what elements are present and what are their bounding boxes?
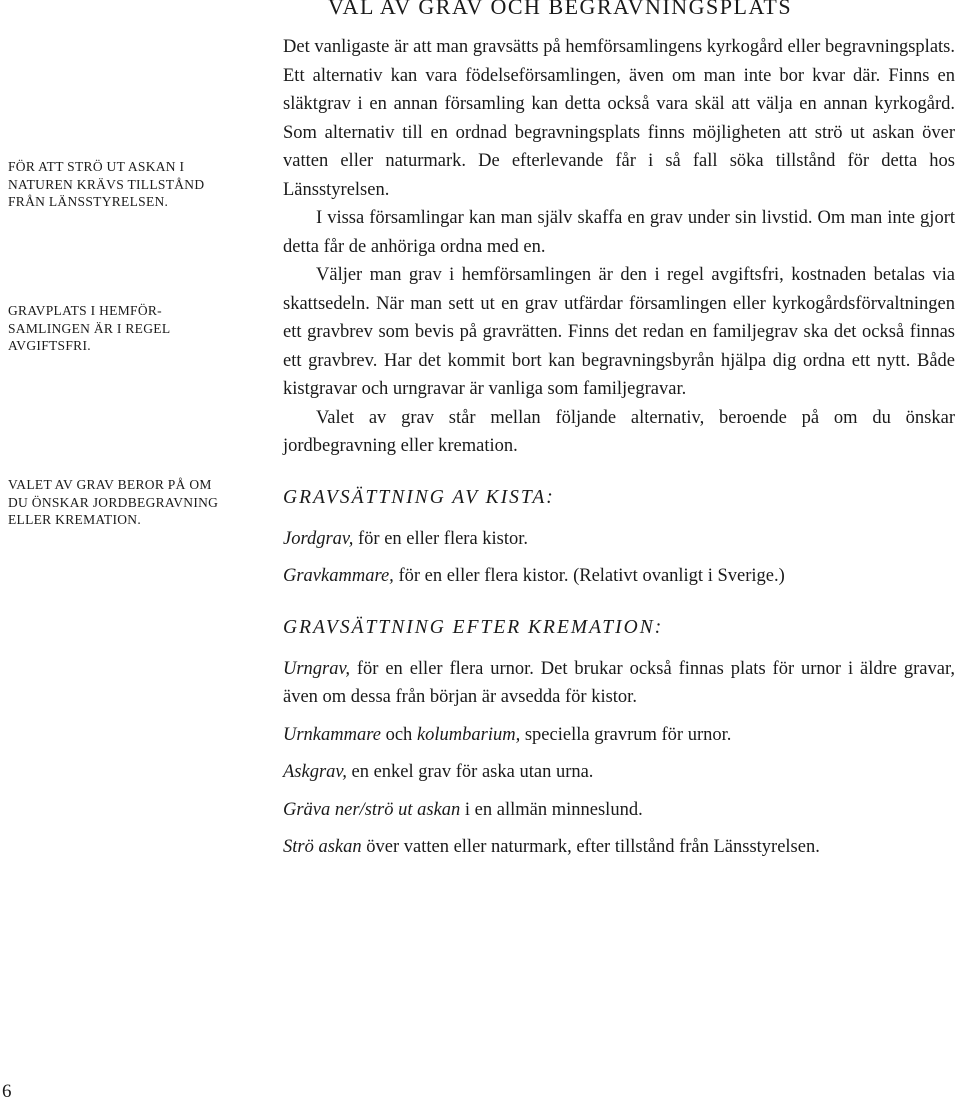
item-text: för en eller flera kistor. [353, 528, 529, 549]
item-text: för en eller flera kistor. (Relativt ovanligt i Sverige.) [393, 566, 785, 586]
list-item-urngrav [283, 655, 955, 712]
page-title: VAL AV GRAV OCH BEGRAVNINGSPLATS [328, 0, 793, 19]
main-text [283, 33, 955, 871]
sidebar-note-choice: VALET AV GRAV BEROR PÅ OM DU ÖNSKAR JORDBEGRAVNING ELLER KREMATION. [8, 477, 219, 527]
body-paragraph-4: Valet av grav står mellan följande alternativ, beroende på om du önskar jordbegravning eller kremation. [283, 407, 955, 456]
list-item-stro-askan [283, 833, 955, 862]
item-term: kolumbarium, [416, 724, 521, 745]
item-text: i en allmän minneslund. [460, 799, 643, 820]
item-text: en enkel grav för aska utan urna. [346, 762, 594, 782]
sidebar-note-strewing: FÖR ATT STRÖ UT ASKAN I NATUREN KRÄVS TILLSTÅND FRÅN LÄNSSTYRELSEN. [8, 159, 205, 209]
item-text: speciella gravrum för urnor. [520, 724, 732, 745]
item-text: för en eller flera urnor. Det brukar också finnas plats för urnor i äldre gravar, även om dessa från början är avsedda för kistor. [283, 658, 955, 707]
item-text: och [380, 724, 417, 745]
item-term: Urnkammare [283, 724, 381, 745]
list-item-urnkammare [283, 721, 955, 750]
body-paragraph-2: I vissa församlingar kan man själv skaffa en grav under sin livstid. Om man inte gjort detta får de anhöriga ordna med en. [283, 208, 955, 257]
item-term: Urngrav, [283, 658, 350, 679]
item-term: Gravkammare, [283, 566, 394, 586]
section-heading-kremation: GRAVSÄTTNING EFTER KREMATION: [283, 616, 664, 638]
item-term: Gräva ner/strö ut askan [283, 799, 461, 820]
body-paragraph-1: Det vanligaste är att man gravsätts på hemförsamlingens kyrkogård eller begravningsplats. Ett alternativ kan vara födelseförsamlingen, även om man inte bor kvar där. Finns en släktgrav i en annan församling kan detta också vara skäl att välja en annan kyrkogård. Som alternativ till en ordnad begravningsplats finns möjligheten att strö ut askan över vatten eller naturmark. De efterlevande får i så fall söka tillstånd för detta hos Länsstyrelsen. [283, 37, 955, 200]
item-term: Strö askan [283, 837, 362, 857]
body-paragraph-3: Väljer man grav i hemförsamlingen är den i regel avgiftsfri, kostnaden betalas via skattsedeln. När man sett ut en grav utfärdar församlingen eller kyrkogårdsförvaltningen ett gravbrev som bevis på gravrätten. Finns det redan en familjegrav ska det också finnas ett gravbrev. Har det kommit bort kan begravningsbyrån hjälpa dig ordna ett nytt. Både kistgravar och urngravar är vanliga som familjegravar. [283, 265, 955, 399]
section-heading-kista: GRAVSÄTTNING AV KISTA: [283, 486, 555, 508]
list-item-minneslund [283, 796, 955, 825]
item-text: över vatten eller naturmark, efter tillstånd från Länsstyrelsen. [361, 837, 820, 857]
item-term: Askgrav, [283, 762, 347, 782]
sidebar-note-fee: GRAVPLATS I HEMFÖR-SAMLINGEN ÄR I REGEL AVGIFTSFRI. [8, 303, 170, 353]
list-item-gravkammare [283, 562, 955, 591]
page-number: 6 [2, 1081, 12, 1102]
list-item-askgrav [283, 758, 955, 787]
list-item-jordgrav [283, 525, 955, 554]
item-term: Jordgrav, [283, 528, 354, 549]
